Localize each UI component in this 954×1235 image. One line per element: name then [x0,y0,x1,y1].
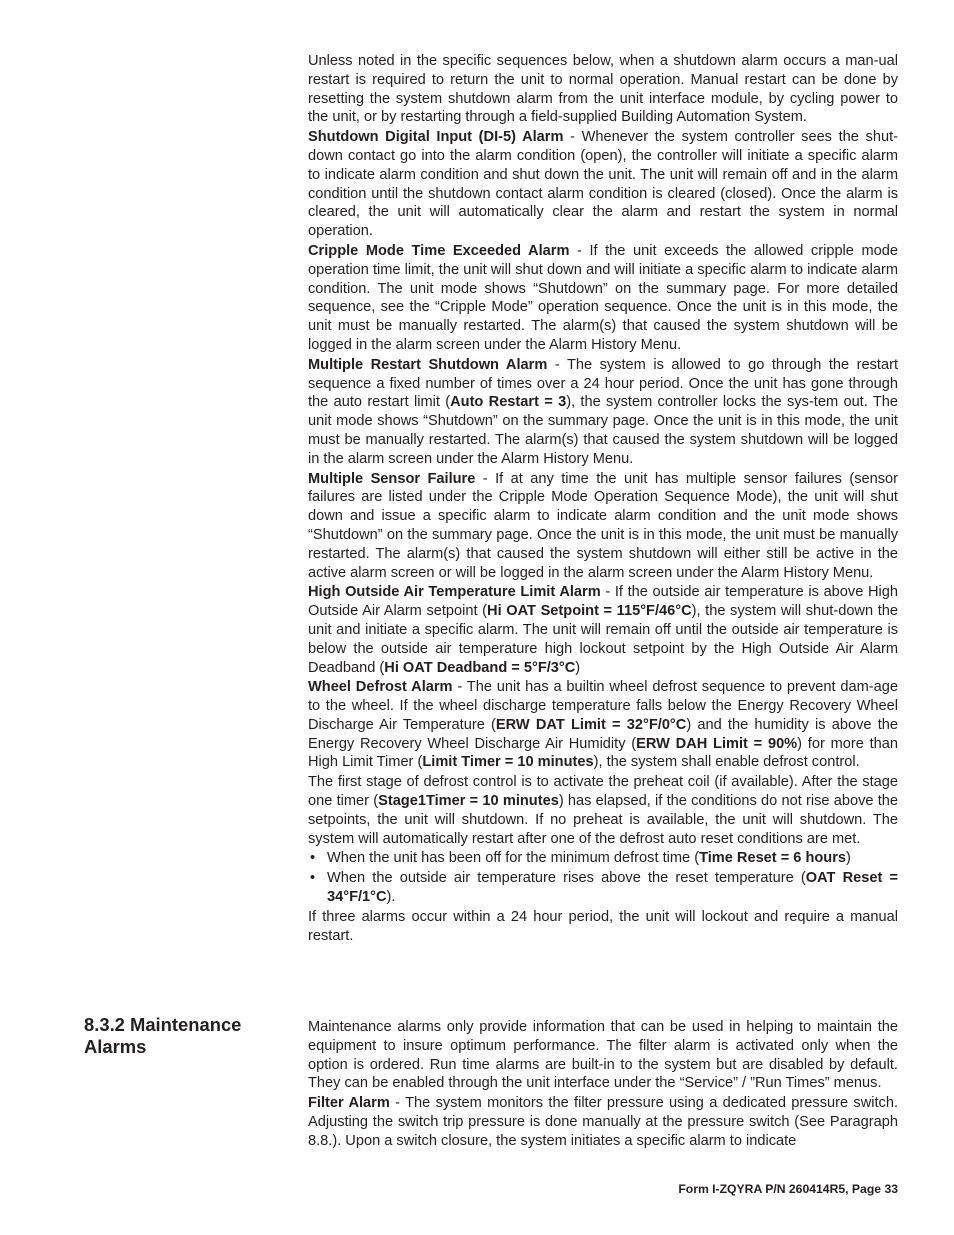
multiple-sensor-failure-title: Multiple Sensor Failure [308,470,476,487]
filter-alarm-paragraph: Filter Alarm - The system monitors the filter pressure using a dedicated pressure switch. Adjusting the switch trip pressure is done manually at the pressure switch (See Paragraph 8.8.). Upon a switch closure, the system initiates a specific alarm to indicate [308,1095,899,1149]
cripple-mode-alarm-paragraph: Cripple Mode Time Exceeded Alarm - If the unit exceeds the allowed cripple mode operation time limit, the unit will shut down and will initiate a specific alarm to indicate alarm condition. The unit mode shows “Shutdown” on the summary page. For more detailed sequence, see the “Cripple Mode” operation sequence. Once the unit is in this mode, the unit must be manually restarted. The alarm(s) that caused the system shutdown will be logged in the alarm screen under the Alarm History Menu. [308,242,898,353]
maintenance-text-column [308,1018,898,1152]
multiple-restart-alarm-paragraph: Multiple Restart Shutdown Alarm - The system is allowed to go through the restart sequence a fixed number of times over a 24 hour period. Once the unit has gone through the auto restart limit (Auto Restart = 3), the system controller locks the sys-tem out. The unit mode shows “Shutdown” on the summary page. Once the unit is in this mode, the unit must be manually restarted. The alarm(s) that caused the system shutdown will be logged in the alarm screen under the Alarm History Menu. [308,356,898,467]
filter-alarm-title: Filter Alarm [308,1095,390,1112]
first-stage-defrost-paragraph: The first stage of defrost control is to activate the preheat coil (if available). After the stage one timer (Stage1Timer = 10 minutes) has elapsed, if the conditions do not rise above the setpoints, the unit will shutdown. If no preheat is available, the unit will shutdown. The system will automatically restart after one of the defrost auto reset conditions are met. [308,774,898,847]
intro-paragraph: Unless noted in the specific sequences below, when a shutdown alarm occurs a man-ual restart is required to return the unit to normal operation. Manual restart can be done by resetting the system shutdown alarm from the unit interface module, by cycling power to the unit, or by restarting through a field-supplied Building Automation System. [308,53,898,126]
bullet-icon: • [310,850,316,867]
high-oat-alarm-paragraph: High Outside Air Temperature Limit Alarm - If the outside air temperature is above High Outside Air Alarm setpoint (Hi OAT Setpoint = 115°F/46°C), the system will shut-down the unit and initiate a specific alarm. The unit will remain off until the outside air temperature is below the outside air temperature high lockout setpoint by the High Outside Air Alarm Deadband (Hi OAT Deadband = 5°F/3°C) [308,584,898,676]
wheel-defrost-alarm-paragraph: Wheel Defrost Alarm - The unit has a builtin wheel defrost sequence to prevent dam-age to the wheel. If the wheel discharge temperature falls below the Energy Recovery Wheel Discharge Air Temperature (ERW DAT Limit = 32°F/0°C) and the humidity is above the Energy Recovery Wheel Discharge Air Humidity (ERW DAH Limit = 90%) for more than High Limit Timer (Limit Timer = 10 minutes), the system shall enable defrost control. [308,679,898,771]
shutdown-di-alarm-paragraph: Shutdown Digital Input (DI-5) Alarm - Whenever the system controller sees the shut-down contact go into the alarm condition (open), the controller will initiate a specific alarm to indicate alarm condition and shut down the unit. The unit will remain off and in the alarm condition until the shutdown contact alarm condition is cleared (closed). Once the alarm is cleared, the unit will automatically clear the alarm and restart the system in normal operation. [308,129,898,240]
high-oat-alarm-title: High Outside Air Temperature Limit Alarm [308,584,601,601]
list-item: • When the outside air temperature rises above the reset temperature (OAT Reset = 34°F/1°C). [310,870,898,906]
maintenance-intro-paragraph: Maintenance alarms only provide information that can be used in helping to maintain the equipment to insure optimum performance. The filter alarm is activated only when the option is ordered. Run time alarms are built-in to the system but are disabled by default. They can be enabled through the unit interface under the “Service” / ”Run Times” menus. [308,1019,898,1092]
multiple-sensor-failure-paragraph: Multiple Sensor Failure - If at any time the unit has multiple sensor failures (sensor failures are listed under the Cripple Mode Operation Sequence Mode), the unit will shut down and issue a specific alarm to indicate alarm condition and the unit mode shows “Shutdown” on the summary page. Once the unit is in this mode, the unit must be manually restarted. The alarm(s) that caused the system shutdown will either still be active in the active alarm screen or will be logged in the alarm screen under the Alarm History Menu. [308,470,899,581]
main-text-column [308,52,898,946]
section-heading: 8.3.2 Maintenance Alarms [84,1014,242,1057]
shutdown-di-alarm-title: Shutdown Digital Input (DI-5) Alarm [308,129,564,146]
page-footer: Form I-ZQYRA P/N 260414R5, Page 33 [678,1182,898,1196]
bullet-icon: • [310,870,316,887]
cripple-mode-alarm-title: Cripple Mode Time Exceeded Alarm [308,242,570,259]
list-item: • When the unit has been off for the minimum defrost time (Time Reset = 6 hours) [310,850,851,867]
multiple-restart-alarm-title: Multiple Restart Shutdown Alarm [308,356,548,373]
defrost-reset-list [308,849,898,906]
lockout-paragraph: If three alarms occur within a 24 hour period, the unit will lockout and require a manual restart. [308,908,898,944]
wheel-defrost-alarm-title: Wheel Defrost Alarm [308,679,453,696]
